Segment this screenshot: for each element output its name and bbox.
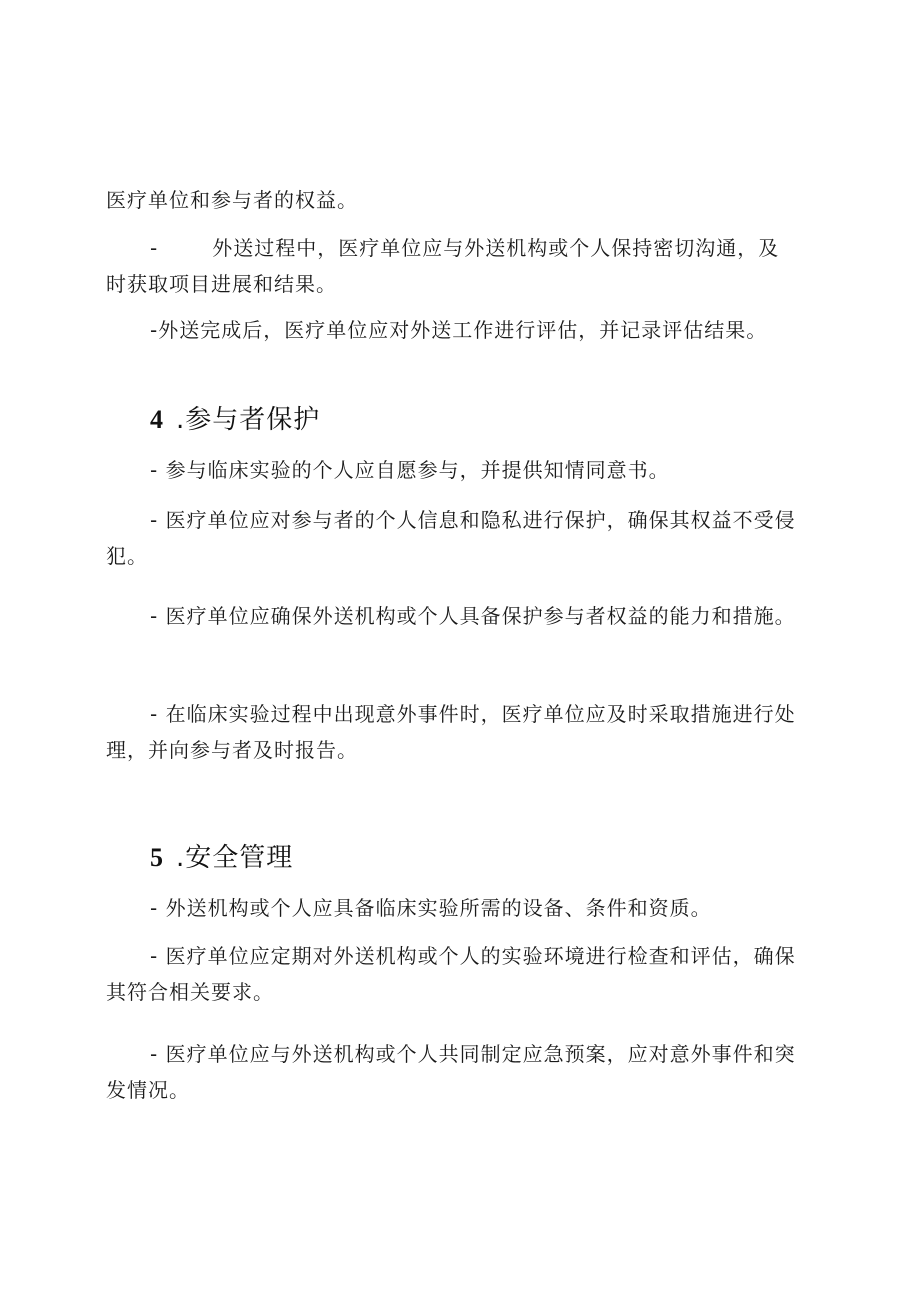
section-heading-4 xyxy=(150,400,320,440)
section-title: .参与者保护 xyxy=(176,405,321,435)
section4-item-3: - 医疗单位应确保外送机构或个人具备保护参与者权益的能力和措施。 xyxy=(150,604,796,628)
section4-item-1: - 参与临床实验的个人应自愿参与，并提供知情同意书。 xyxy=(150,458,670,482)
section-title: .安全管理 xyxy=(176,843,294,873)
section-number: 4 xyxy=(150,405,164,434)
section-number: 5 xyxy=(150,843,164,872)
section5-item-1: - 外送机构或个人应具备临床实验所需的设备、条件和资质。 xyxy=(150,896,712,920)
item-text: 外送过程中，医疗单位应与外送机构或个人保持密切沟通，及时获取项目进展和结果。 xyxy=(106,236,780,296)
section5-item-2: - 医疗单位应定期对外送机构或个人的实验环境进行检查和评估，确保其符合相关要求。 xyxy=(106,944,796,1004)
section4-item-4: - 在临床实验过程中出现意外事件时，医疗单位应及时采取措施进行处理，并向参与者及时报告。 xyxy=(106,702,796,762)
section5-item-3: - 医疗单位应与外送机构或个人共同制定应急预案，应对意外事件和突发情况。 xyxy=(106,1042,796,1102)
continuation-paragraph: 医疗单位和参与者的权益。 xyxy=(106,188,358,212)
section-heading-5 xyxy=(150,838,293,878)
item-dash: - xyxy=(150,318,159,342)
outsourcing-item-1 xyxy=(106,230,800,302)
item-text: 外送完成后，医疗单位应对外送工作进行评估，并记录评估结果。 xyxy=(158,318,768,342)
item-dash: - xyxy=(150,236,159,260)
section4-item-2: - 医疗单位应对参与者的个人信息和隐私进行保护，确保其权益不受侵犯。 xyxy=(106,508,796,568)
outsourcing-item-2 xyxy=(106,312,800,348)
